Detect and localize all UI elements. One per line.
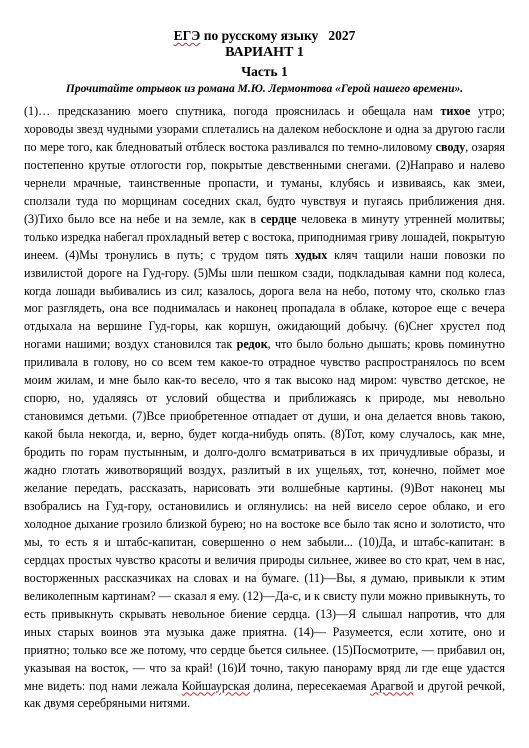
highlighted-word: худых (294, 247, 328, 262)
exam-title (0, 28, 529, 44)
passage-fragment: , что было больно дышать; кровь поминутно приливала в голову, но со всем тем какое-то отрадное чувство распространялось по всем моим жилам, и мне было как-то весело, что я так высоко над миром: чувство детское, не спорю, но, удаляясь от условий общества и приближаясь к природе, мы невольно становимся детьми. (7)Все приобретенное отпадает от души, и она делается вновь такою, какой была некогда, и, верно, будет когда-нибудь опять. (8)Тот, кому случалось, как мне, бродить по горам пустынным, и долго-долго всматриваться в их причудливые образы, и жадно глотать животворящий воздух, разлитый в их ущельях, тот, конечно, поймет мое желание передать, рассказать, нарисовать эти волшебные картины. (9)Вот наконец мы взобрались на Гуд-гору, остановились и оглянулись: на ней висело серое облако, и его холодное дыхание грозило близкой бурею; но на востоке все было так ясно и золотисто, что мы, то есть я и штабс-капитан, совершенно о нем забыли... (10)Да, и штабс-капитан: в сердцах простых чувство красоты и величия природы сильнее, живее во сто крат, чем в нас, восторженных рассказчиках на словах и на бумаге. (11)—Вы, я думаю, привыкли к этим великолепным картинам? — сказал я ему. (12)—Да-с, и к свисту пули можно привыкнуть, то есть привыкнуть скрывать невольное биение сердца. (13)—Я слышал напротив, что для иных старых воинов эта музыка даже приятна. (14)— Разумеется, если хотите, оно и приятно; только все же потому, что сердце бьется сильнее. (15)Посмотрите, — прибавил он, указывая на восток, — что за край! (16)И точно, такую панораму вряд ли где еще удастся мне видеть: под нами лежала (24, 337, 505, 693)
variant-heading: ВАРИАНТ 1 (225, 45, 304, 60)
passage-fragment: кляч тащили наши повозки по извилистой дороге на Гуд-гору. (5)Мы шли пешком сзади, подкладывая камни под колеса, когда лошади выбивались из сил; казалось, дорога вела на небо, потому что, сколько глаз мог разглядеть, она все поднималась и наконец пропадала в облаке, которое еще с вечера отдыхала на вершине Гуд-горы, как коршун, ожидающий добычу. (6)Снег хрустел под ногами нашими; воздух становился так (24, 247, 505, 352)
highlighted-word: своду (435, 139, 466, 154)
text-passage (24, 103, 505, 713)
passage-fragment: человека в минуту утренней молитвы; только изредка набегал прохладный ветер с востока, приподнимая гриву лошадей, покрытую инеем. (4)Мы тронулись в путь; с трудом пять (24, 211, 505, 262)
passage-fragment: , озаряя постепенно крутые отлогости гор, покрытые девственными снегами. (2)Направо и налево чернели мрачные, таинственные пропасти, и туманы, клубясь и извиваясь, как змеи, сползали туда по морщинам соседних скал, будто чувствуя и пугаясь приближения дня. (3)Тихо было все на небе и на земле, как в (24, 139, 505, 226)
exam-title-rest: по русскому языку 2027 (200, 28, 356, 43)
part-heading: Часть 1 (241, 64, 288, 79)
passage-fragment: утро; хороводы звезд чудными узорами сплетались на далеком небосклоне и одна за другою гасли по мере того, как бледноватый отблеск востока разливался по темно-лиловому (24, 104, 505, 154)
passage-fragment: (1)… предсказанию моего спутника, погода прояснилась и обещала нам (24, 104, 441, 118)
highlighted-word: редок (236, 337, 268, 352)
highlighted-word: тихое (440, 104, 471, 118)
exam-abbrev: ЕГЭ (173, 28, 201, 43)
highlighted-word: сердце (260, 211, 297, 226)
spellcheck-word: Койшаурская (181, 678, 250, 693)
passage-fragment: и другой речкой, как двумя серебряными нитями. (24, 678, 505, 711)
passage-fragment: долина, пересекаемая (249, 678, 371, 693)
spellcheck-word: Арагвой (370, 678, 414, 693)
task-instruction: Прочитайте отрывок из романа М.Ю. Лермонтова «Герой нашего времени». (65, 83, 464, 95)
